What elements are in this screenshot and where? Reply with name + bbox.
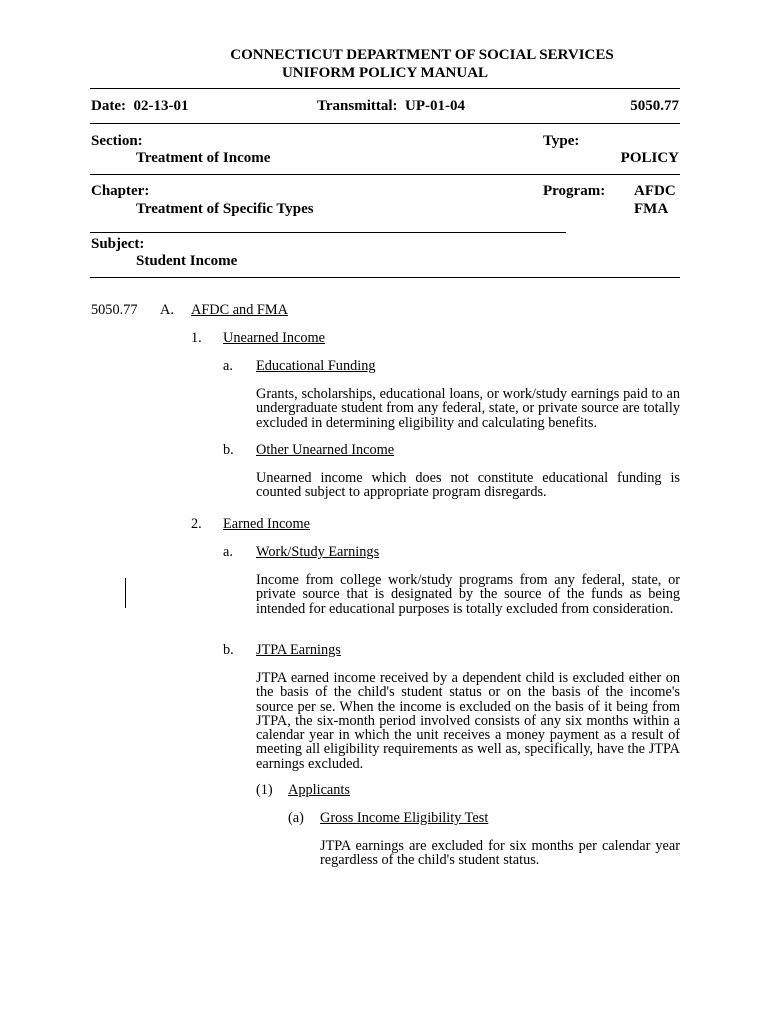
header-rule-2 xyxy=(90,123,680,124)
part-a-marker: A. xyxy=(160,302,174,318)
item-2a-marker: a. xyxy=(223,544,233,560)
revision-bar xyxy=(125,578,126,608)
date-value: 02-13-01 xyxy=(133,98,189,114)
subject-value: Student Income xyxy=(136,253,238,269)
item-2b1a-title: Gross Income Eligibility Test xyxy=(320,810,489,826)
program-value-afdc: AFDC xyxy=(634,183,676,199)
section-reference: 5050.77 xyxy=(91,302,138,318)
item-2b1-title: Applicants xyxy=(288,782,350,798)
item-2b-title: JTPA Earnings xyxy=(256,642,341,658)
header-rule-4 xyxy=(90,232,566,233)
header-rule-bottom xyxy=(90,277,680,278)
item-2b-marker: b. xyxy=(223,642,234,658)
item-2b1-marker: (1) xyxy=(256,782,273,798)
transmittal-field xyxy=(317,98,465,115)
date-field xyxy=(91,98,188,115)
item-1b-text: Unearned income which does not constitute educational funding is counted subject to appropriate program disregards. xyxy=(256,470,680,501)
type-value: POLICY xyxy=(620,150,679,166)
item-2b1a-text: JTPA earnings are excluded for six months per calendar year regardless of the child's student status. xyxy=(320,838,680,869)
item-1b-title: Other Unearned Income xyxy=(256,442,395,458)
item-1a-marker: a. xyxy=(223,358,233,374)
item-1a-text: Grants, scholarships, educational loans, or work/study earnings paid to an undergraduate student from any federal, state, or private source are totally excluded in determining eligibility and calculating benefits. xyxy=(256,386,680,431)
header-rule-top xyxy=(90,88,680,89)
header-rule-3 xyxy=(90,174,680,175)
item-1a-title: Educational Funding xyxy=(256,358,376,374)
part-a-title: AFDC and FMA xyxy=(191,302,288,318)
program-value-fma: FMA xyxy=(634,201,669,217)
transmittal-label: Transmittal: xyxy=(317,98,398,114)
item-1-marker: 1. xyxy=(191,330,202,346)
item-2-marker: 2. xyxy=(191,516,202,532)
transmittal-value: UP-01-04 xyxy=(405,98,466,114)
manual-title: UNIFORM POLICY MANUAL xyxy=(281,65,489,81)
item-2b-text: JTPA earned income received by a dependent child is excluded either on the basis of the child's student status or on the basis of the income's source per se. When the income is excluded on the basis of it being from JTPA, the six-month period involved consists of any six months within a calendar year in which the unit receives a money payment as a result of meeting all eligibility requirements as well as, specifically, have the JTPA earnings excluded. xyxy=(256,670,680,772)
chapter-value: Treatment of Specific Types xyxy=(136,201,314,217)
item-2b1a-marker: (a) xyxy=(288,810,304,826)
program-label: Program: xyxy=(543,183,606,199)
item-2-title: Earned Income xyxy=(223,516,310,532)
subject-label: Subject: xyxy=(91,236,145,252)
section-label: Section: xyxy=(91,133,143,149)
chapter-label: Chapter: xyxy=(91,183,150,199)
date-label: Date: xyxy=(91,98,126,114)
section-value: Treatment of Income xyxy=(136,150,271,166)
item-1-title: Unearned Income xyxy=(223,330,326,346)
item-2a-title: Work/Study Earnings xyxy=(256,544,380,560)
section-number: 5050.77 xyxy=(630,98,679,114)
type-label: Type: xyxy=(543,133,580,149)
item-1b-marker: b. xyxy=(223,442,234,458)
item-2a-text: Income from college work/study programs from any federal, state, or private source that is designated by the source of the funds as being intended for educational purposes is totally excluded from consideration. xyxy=(256,572,680,617)
agency-title: CONNECTICUT DEPARTMENT OF SOCIAL SERVICES xyxy=(230,47,614,63)
